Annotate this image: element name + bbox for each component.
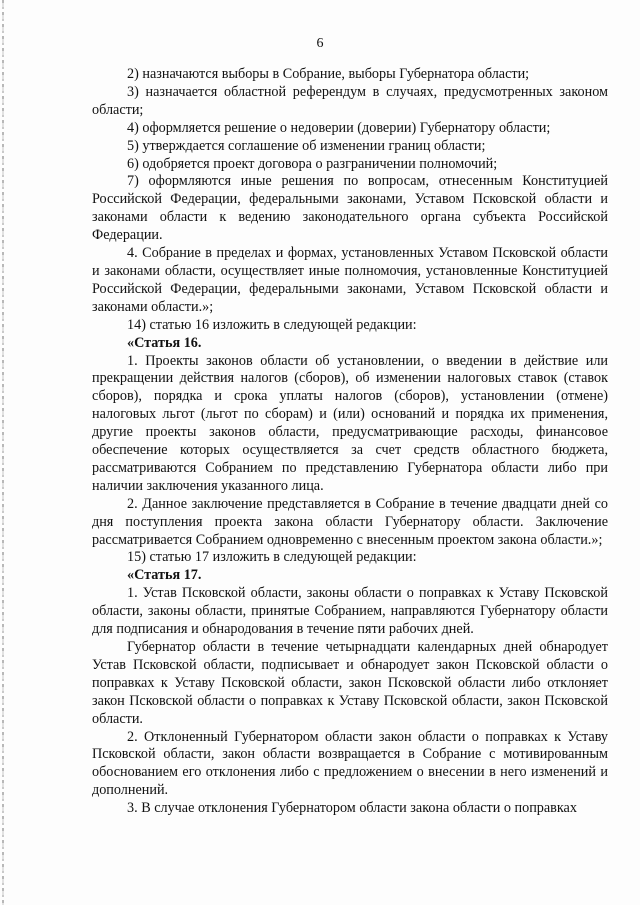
scan-edge bbox=[2, 0, 4, 905]
article-17-heading: «Статья 17. bbox=[127, 567, 202, 584]
article-16-part-2: 2. Данное заключение представляется в Собрание в течение двадцати дней со дня поступления проекта закона области Губернатору области. Заключение рассматривается Собранием одновременно с внесенным проектом закона области.»; bbox=[92, 495, 608, 548]
article-16-heading: «Статья 16. bbox=[127, 334, 202, 351]
amendment-15: 15) статью 17 изложить в следующей редакции: bbox=[127, 549, 417, 566]
list-item-3: 3) назначается областной референдум в случаях, предусмотренных законом области; bbox=[92, 83, 608, 118]
article-17-part-2: 2. Отклоненный Губернатором области закон области о поправках к Уставу Псковской области, закон области возвращается в Собрание с мотивированным обоснованием его отклонения либо с предложением о внесении в него изменений и дополнений. bbox=[92, 728, 608, 799]
list-item-5: 5) утверждается соглашение об изменении границ области; bbox=[127, 137, 486, 154]
article-16-part-1: 1. Проекты законов области об установлении, о введении в действие или прекращении действия налогов (сборов), об изменении налоговых ставок (ставок сборов), порядка и срока уплаты налогов (сборов), установлении (отмене) налоговых льгот (льгот по сборам) и (или) оснований и порядка их применения, другие проекты законов области, предусматривающие расходы, финансовое обеспечение которых осуществляется за счет средств областного бюджета, рассматриваются Собранием по представлению Губернатора области либо при наличии заключения указанного лица. bbox=[92, 352, 608, 494]
document-body bbox=[92, 66, 608, 818]
page-number: 6 bbox=[316, 36, 324, 51]
list-item-6: 6) одобряется проект договора о разграничении полномочий; bbox=[127, 155, 498, 172]
paragraph-4: 4. Собрание в пределах и формах, установленных Уставом Псковской области и законами области, осуществляет иные полномочия, установленные Конституцией Российской Федерации, федеральными законами, Уставом Псковской области и законами области.»; bbox=[92, 245, 608, 315]
list-item-7: 7) оформляются иные решения по вопросам, отнесенным Конституцией Российской Федерации, федеральными законами, Уставом Псковской области и законами области к ведению законодательного органа субъекта Российской Федерации. bbox=[92, 173, 608, 244]
article-17-part-3: 3. В случае отклонения Губернатором области закона области о поправках bbox=[127, 800, 577, 817]
amendment-14: 14) статью 16 изложить в следующей редакции: bbox=[127, 316, 417, 333]
article-17-part-1: 1. Устав Псковской области, законы области о поправках к Уставу Псковской области, законы области, принятые Собранием, направляются Губернатору области для подписания и обнародования в течение пяти рабочих дней. bbox=[92, 585, 608, 638]
list-item-4: 4) оформляется решение о недоверии (доверии) Губернатору области; bbox=[127, 119, 551, 136]
article-17-part-1-governor: Губернатор области в течение четырнадцати календарных дней обнародует Устав Псковской области, подписывает и обнародует закон Псковской области о поправках к Уставу Псковской области, закон Псковской области либо отклоняет закон Псковской области о поправках к Уставу Псковской области, закон Псковской области. bbox=[92, 639, 608, 727]
list-item-2: 2) назначаются выборы в Собрание, выборы Губернатора области; bbox=[127, 66, 530, 82]
